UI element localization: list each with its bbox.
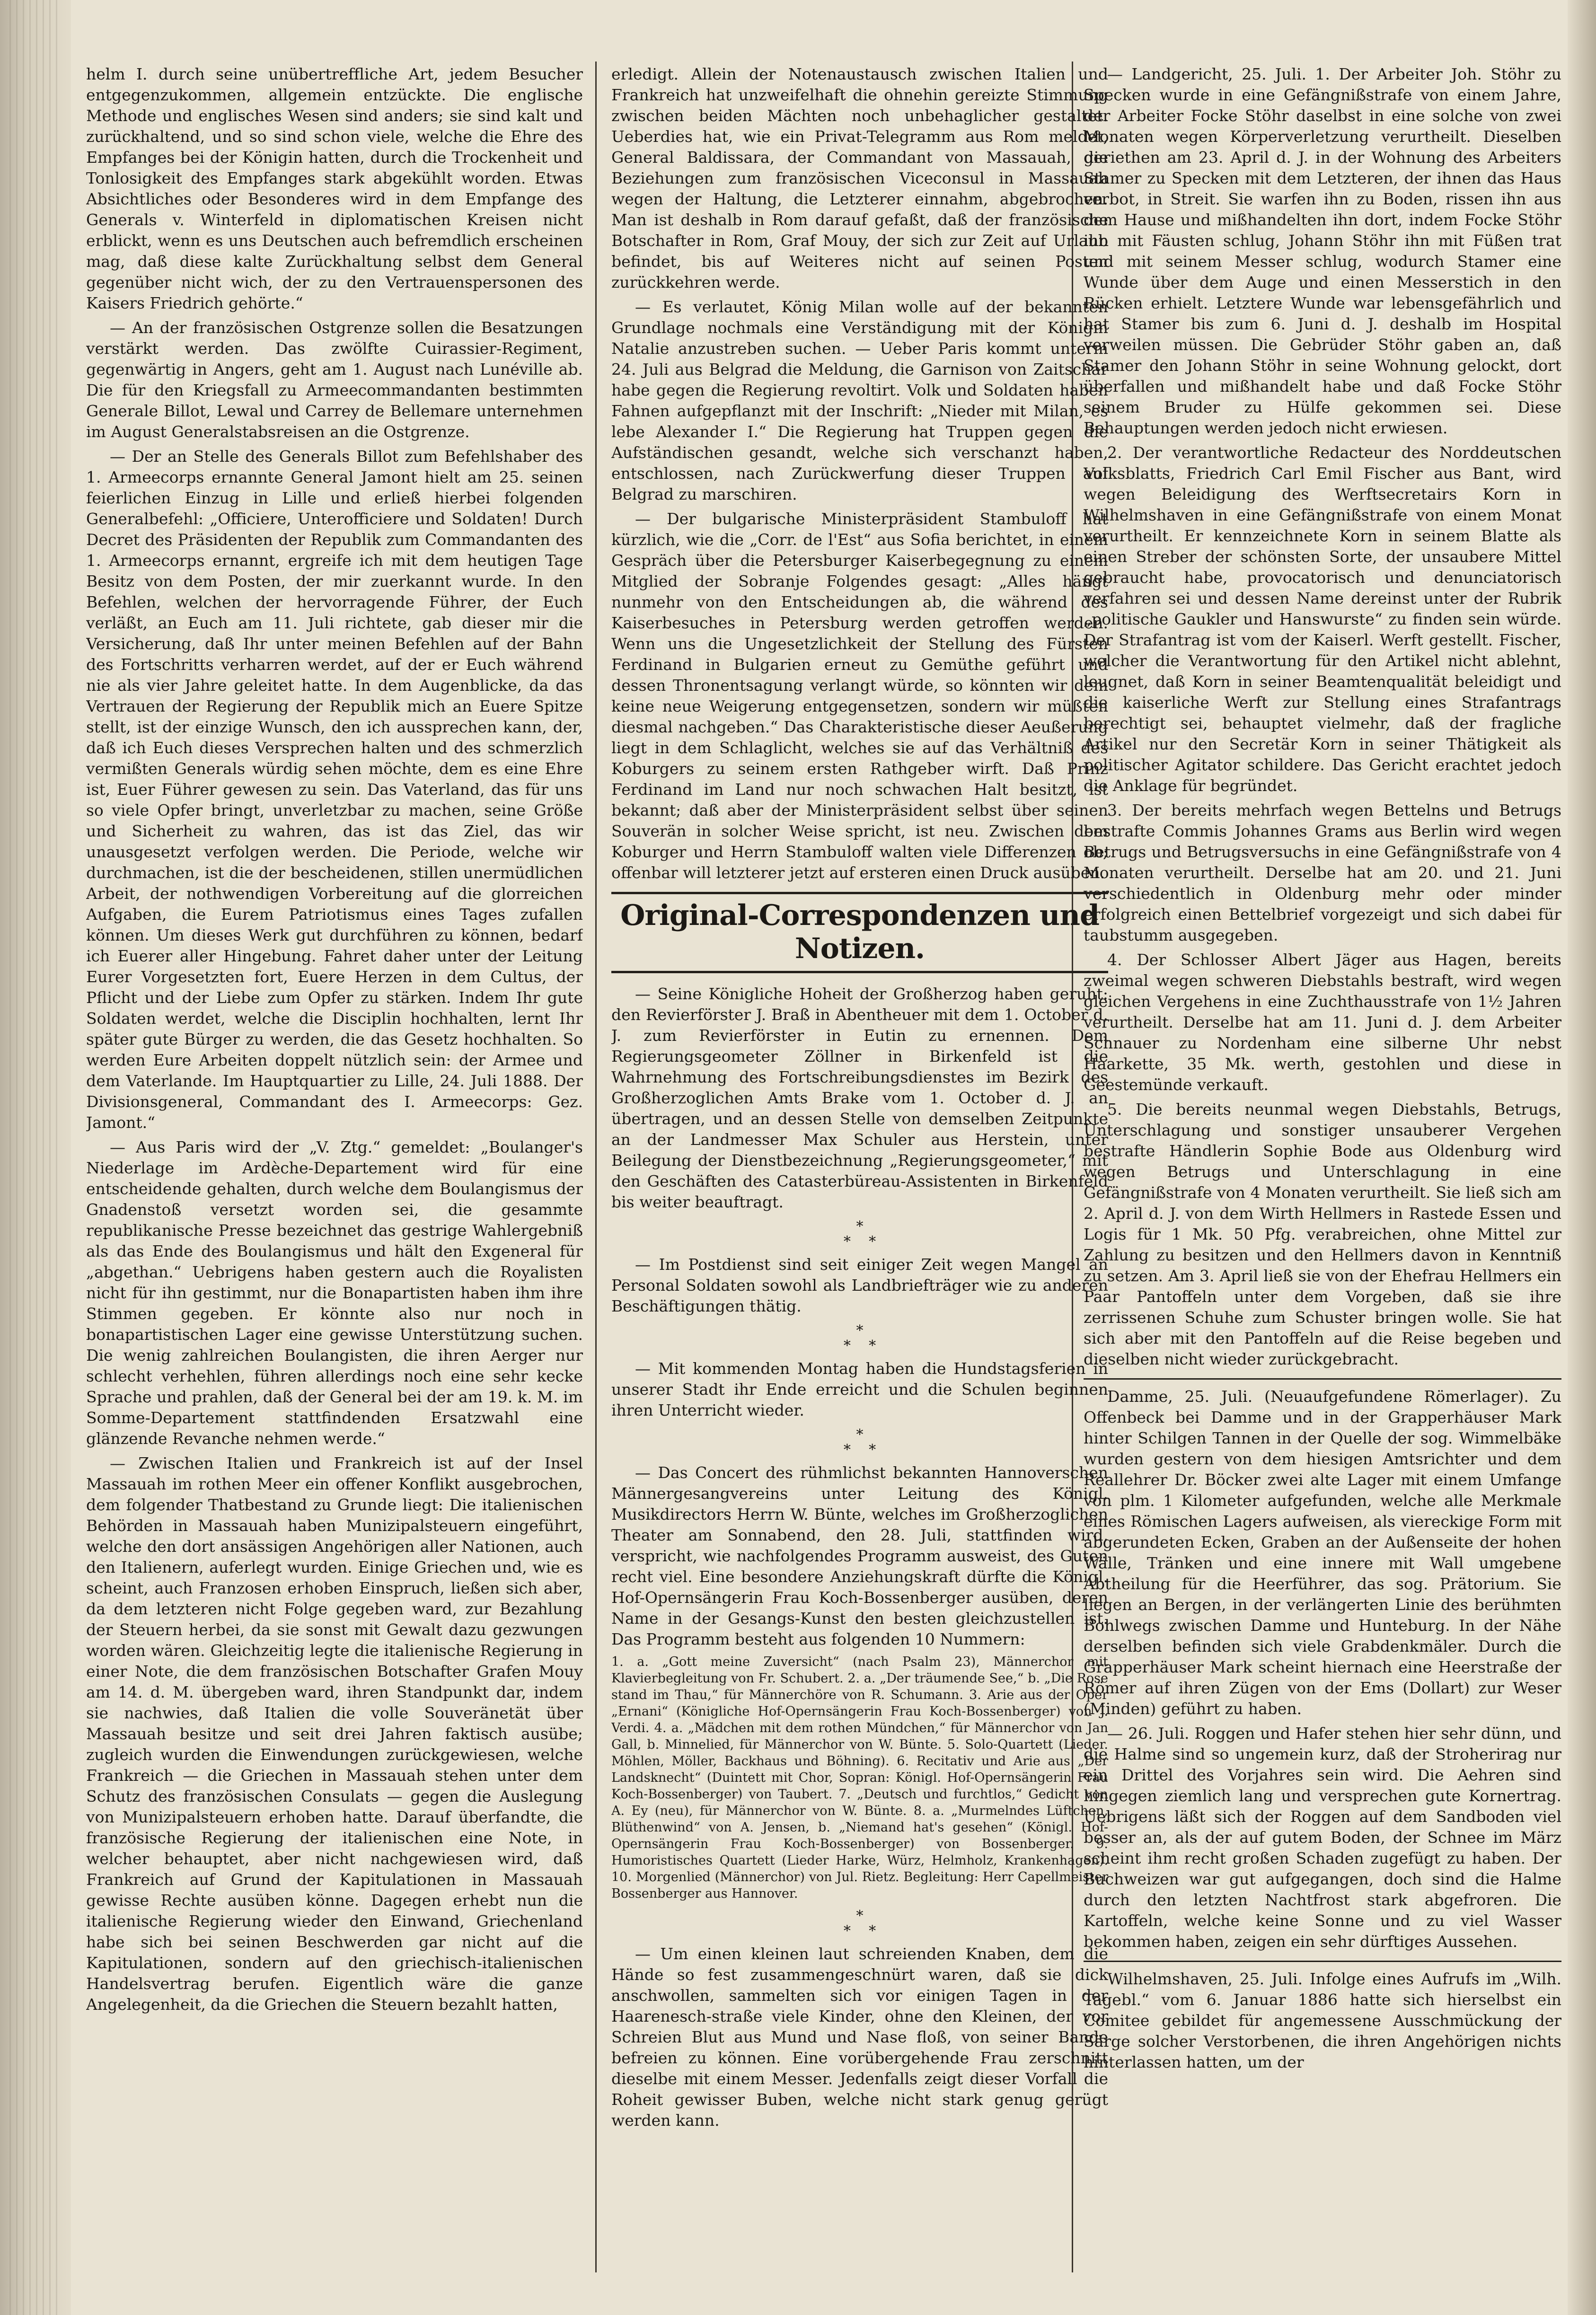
article-divider [1084, 1378, 1561, 1380]
article-paragraph: — Der an Stelle des Generals Billot zum Befehlshaber des 1. Armeecorps ernannte General Jamont hielt am 25. seinen feierlichen Einzug in Lille und erließ hierbei folgenden Generalbefehl: „Officiere, Unterofficiere und Soldaten! Durch Decret des Präsidenten der Republik zum Commandanten des 1. Armeecorps ernannt, ergreife ich mit dem heutigen Tage Besitz von dem Posten, der mir zuerkannt wurde. In den Befehlen, welchen der hervorragende Führer, der Euch verläßt, an Euch am 11. Juli richtete, gab dieser mir die Versicherung, daß Ihr unter meinen Befehlen auf der Bahn des Fortschritts verharren werdet, auf der er Euch während nie als vier Jahre geleitet hatte. In dem Augenblicke, da das Vertrauen der Regierung der Republik mich an Euere Spitze stellt, ist der einzige Wunsch, den ich aussprechen kann, der, daß ich Euch dieses Versprechen halten und des schmerzlich vermißten Generals würdig sehen möchte, dem es eine Ehre ist, Euer Führer gewesen zu sein. Das Vaterland, das für uns so viele Opfer bringt, unverletzbar zu machen, seine Größe und Sicherheit zu wahren, das ist das Ziel, das wir unausgesetzt verfolgen werden. Die Periode, welche wir durchmachen, ist die der bescheidenen, stillen unermüdlichen Arbeit, der nothwendigen Vorbereitung auf die glorreichen Aufgaben, die Eurem Patriotismus eines Tages zufallen können. Um dieses Werk gut durchführen zu können, bedarf ich Euerer aller Hingebung. Fahret daher unter der Leitung Eurer Vorgesetzten fort, Euere Herzen in dem Cultus, der Pflicht und der Liebe zum Opfer zu stärken. Indem Ihr gute Soldaten werdet, welche die Disciplin hochhalten, lernt Ihr später gute Bürger zu werden, die das Gesetz hochhalten. So werden Eure Arbeiten doppelt nützlich sein: der Armee und dem Vaterlande. Im Hauptquartier zu Lille, 24. Juli 1888. Der Divisionsgeneral, Commandant des I. Armeecorps: Gez. Jamont.“ [86, 447, 583, 1132]
column-3 [1084, 64, 1561, 2277]
article-paragraph: — Der bulgarische Ministerpräsident Stambuloff hat kürzlich, wie die „Corr. de l'Est“ aus Sofia berichtet, in einem Gespräch über die Petersburger Kaiserbegegnung zu einem Mitglied der Sobranje Folgendes gesagt: „Alles hängt nunmehr von den Entscheidungen ab, die während des Kaiserbesuches in Petersburg werden getroffen werden. Wenn uns die Ungesetzlichkeit der Stellung des Fürsten Ferdinand in Bulgarien erneut zu Gemüthe geführt und dessen Thronentsagung verlangt würde, so könnten wir dem keine neue Weigerung entgegensetzen, sondern wir müßten diesmal nachgeben.“ Das Charakteristische dieser Aeußerung liegt in dem Schlaglicht, welches sie auf das Verhältniß des Koburgers zu seinem ersten Rathgeber wirft. Daß Prinz Ferdinand im Land nur noch schwachen Halt besitzt, ist bekannt; daß aber der Ministerpräsident selbst über seinen Souverän in solcher Weise spricht, ist neu. Zwischen dem Koburger und Herrn Stambuloff walten viele Differenzen ob; offenbar will letzterer jetzt auf ersteren einen Druck ausüben. [611, 510, 1108, 882]
section-heading: Original-Correspondenzen und Notizen. [620, 899, 1099, 965]
article-paragraph: helm I. durch seine unübertreffliche Art, jedem Besucher entgegenzukommen, allgemein entzückte. Die englische Methode und englisches Wesen sind anders; sie sind kalt und zurückhaltend, und so sind schon viele, welche die Ehre des Empfanges bei der Königin hatten, durch die Trockenheit und Tonlosigkeit des Empfanges stark abgekühlt worden. Etwas Absichtliches oder Besonderes wird in dem Empfange des Generals v. Winterfeld in diplomatischen Kreisen nicht erblickt, wenn es uns Deutschen auch befremdlich erscheinen mag, daß diese kalte Zurückhaltung selbst dem General gegenüber nicht wich, der zu den Vertrauenspersonen des Kaisers Friedrich gehörte.“ [86, 65, 583, 312]
article-paragraph: — Es verlautet, König Milan wolle auf der bekannten Grundlage nochmals eine Verständigung mit der Königin Natalie anzustreben suchen. — Ueber Paris kommt unterm 24. Juli aus Belgrad die Meldung, die Garnison von Zaitschar habe gegen die Regierung revoltirt. Volk und Soldaten haben Fahnen aufgepflanzt mit der Inschrift: „Nieder mit Milan, es lebe Alexander I.“ Die Regierung hat Truppen gegen die Aufständischen gesandt, welche sich verschanzt haben, entschlossen, nach Zurückwerfung dieser Truppen auf Belgrad zu marschiren. [611, 298, 1108, 503]
asterism-separator: * * * [843, 1218, 876, 1250]
article-paragraph: 4. Der Schlosser Albert Jäger aus Hagen, bereits zweimal wegen schweren Diebstahls bestraft, wird wegen gleichen Vergehens in eine Zuchthausstrafe von 1½ Jahren verurtheilt. Derselbe hat am 11. Juni d. J. dem Arbeiter Schnauer zu Nordenham eine silberne Uhr nebst Haarkette, 35 Mk. werth, gestohlen und diese in Geestemünde verkauft. [1084, 951, 1561, 1094]
section-heading-box [611, 892, 1108, 973]
article-paragraph: Damme, 25. Juli. (Neuaufgefundene Römerlager). Zu Offenbeck bei Damme und in der Grapperhäuser Mark hinter Schilgen Tannen in der Quelle der sog. Wimmelbäke wurden gestern von dem hiesigen Amtsrichter und dem Reallehrer Dr. Böcker zwei alte Lager mit einem Umfange von plm. 1 Kilometer aufgefunden, welche alle Merkmale eines Römischen Lagers aufweisen, als viereckige Form mit abgerundeten Ecken, Graben an der Außenseite der hohen Wälle, Tränken und eine innere mit Wall umgebene Abtheilung für die Heerführer, das sog. Prätorium. Sie liegen an Bergen, in der verlängerten Linie des berühmten Bohlwegs zwischen Damme und Hunteburg. In der Nähe derselben befinden sich viele Grabdenkmäler. Durch die Grapperhäuser Mark scheint hiernach eine Heerstraße der Römer auf ihren Zügen von der Ems (Dollart) zur Weser (Minden) geführt zu haben. [1084, 1387, 1561, 1718]
article-paragraph: 5. Die bereits neunmal wegen Diebstahls, Betrugs, Unterschlagung und sonstiger unsauberer Vergehen bestrafte Händlerin Sophie Bode aus Oldenburg wird wegen Betrugs und Unterschlagung in eine Gefängnißstrafe von 4 Monaten verurtheilt. Sie ließ sich am 2. April d. J. von dem Wirth Hellmers in Rastede Essen und Logis für 1 Mk. 50 Pfg. verabreichen, ohne Mittel zur Zahlung zu besitzen und den Hellmers davon in Kenntniß zu setzen. Am 3. April ließ sie von der Ehefrau Hellmers ein Paar Pantoffeln unter dem Vorgeben, daß sie ihre zerrissenen Schuhe zum Schuster bringen wolle. Sie hat sich aber mit den Pantoffeln auf die Reise begeben und dieselben nicht wieder zurückgebracht. [1084, 1100, 1561, 1368]
article-paragraph: — Seine Königliche Hoheit der Großherzog haben geruht: den Revierförster J. Braß in Abentheuer mit dem 1. October d. J. zum Revierförster in Eutin zu ernennen. Dem Regierungsgeometer Zöllner in Birkenfeld ist die Wahrnehmung des Fortschreibungsdienstes im Bezirk des Großherzoglichen Amts Brake vom 1. October d. J. an übertragen, und an dessen Stelle von demselben Zeitpunkte an der Landmesser Max Schuler aus Herstein, unter Beilegung der Dienstbezeichnung „Regierungsgeometer,“ mit den Geschäften des Catasterbüreau-Assistenten in Birkenfeld bis weiter beauftragt. [611, 985, 1108, 1211]
article-paragraph: — 26. Juli. Roggen und Hafer stehen hier sehr dünn, und die Halme sind so ungemein kurz, daß der Stroherirag nur ein Drittel des Vorjahres sein wird. Die Aehren sind hingegen ziemlich lang und versprechen gute Kornertrag. Uebrigens läßt sich der Roggen auf dem Sandboden viel besser an, als der auf gutem Boden, der Schnee im März scheint ihm recht großen Schaden zugefügt zu haben. Der Buchweizen war gut aufgegangen, doch sind die Halme durch den letzten Nachtfrost stark abgefroren. Die Kartoffeln, welche keine Sonne und zu viel Wasser bekommen haben, zeigen ein sehr dürftiges Aussehen. [1084, 1724, 1561, 1951]
asterism-separator: * * * [843, 1426, 876, 1458]
article-paragraph: — Zwischen Italien und Frankreich ist auf der Insel Massauah im rothen Meer ein offener Konflikt ausgebrochen, dem folgender Thatbestand zu Grunde liegt: Die italienischen Behörden in Massauah haben Munizipalsteuern eingeführt, welche den dort ansässigen Angehörigen aller Nationen, auch den Italienern, auferlegt wurden. Einige Griechen und, wie es scheint, auch Franzosen erhoben Einspruch, ließen sich aber, da dem letzteren nicht Folge gegeben ward, zur Bezahlung der Steuern herbei, da sie sonst mit Gewalt dazu gezwungen worden wären. Gleichzeitig legte die italienische Regierung in einer Note, die dem französischen Botschafter Grafen Mouy am 14. d. M. übergeben ward, ihren Standpunkt dar, indem sie nachwies, daß Italien die volle Souveränetät über Massauah besitze und seit drei Jahren faktisch ausübe; zugleich wurden die Einwendungen zurückgewiesen, welche Frankreich — die Griechen in Massauah stehen unter dem Schutz des französischen Consulats — gegen die Auslegung von Munizipalsteuern erhoben hatte. Darauf überfandte, die französische Regierung der italienischen eine Note, in welcher behauptet, aber nicht nachgewiesen wird, daß Frankreich auf Grund der Kapitulationen in Massauah gewisse Rechte ausüben könne. Dagegen erhebt nun die italienische Regierung wieder den Einwand, Griechenland habe sich bei seinen Beschwerden gar nicht auf die Kapitulationen, sondern auf den griechisch-italienischen Handelsvertrag berufen. Eigentlich wäre die ganze Angelegenheit, da die Griechen die Steuern bezahlt hatten, [86, 1454, 583, 2014]
article-paragraph: 3. Der bereits mehrfach wegen Bettelns und Betrugs bestrafte Commis Johannes Grams aus Berlin wird wegen Betrugs und Betrugsversuchs in eine Gefängnißstrafe von 4 Monaten verurtheilt. Derselbe hat am 20. und 21. Juni verschiedentlich in Oldenburg mehr oder minder erfolgreich einen Bettelbrief vorgezeigt und sich dabei für taubstumm ausgegeben. [1084, 801, 1561, 944]
page-right-edge [1568, 0, 1596, 2315]
article-paragraph: — Mit kommenden Montag haben die Hundstagsferien in unserer Stadt ihr Ende erreicht und die Schulen beginnen ihren Unterricht wieder. [611, 1359, 1108, 1419]
article-paragraph: — Aus Paris wird der „V. Ztg.“ gemeldet: „Boulanger's Niederlage im Ardèche-Departement wird für eine entscheidende gehalten, durch welche dem Boulangismus der Gnadenstoß versetzt worden sei, die gesammte republikanische Presse bezeichnet das gestrige Wahlergebniß als das Ende des Boulangismus und hält den Exgeneral für „abgethan.“ Uebrigens haben gestern auch die Royalisten nicht für ihn gestimmt, nur die Bonapartisten haben ihm ihre Stimmen gegeben. Er könnte also nur noch in bonapartistischen Lager eine gewisse Unterstützung suchen. Die wenig zahlreichen Boulangisten, die ihren Aerger nur schlecht verhehlen, führen allerdings noch eine sehr keckе Sprache und prahlen, daß der General bei der am 19. k. M. im Somme-Departement stattfindenden Ersatzwahl eine glänzende Revanche nehmen werde.“ [86, 1138, 583, 1448]
article-paragraph: — Im Postdienst sind seit einiger Zeit wegen Mangel an Personal Soldaten sowohl als Landbriefträger wie zu anderen Beschäftigungen thätig. [611, 1255, 1108, 1315]
asterism-separator: * * * [843, 1908, 876, 1939]
concert-program: 1. a. „Gott meine Zuversicht“ (nach Psalm 23), Männerchor mit Klavierbegleitung von Fr. Schubert. 2. a. „Der träumende See,“ b. „Die Rose stand im Thau,“ für Männerchöre von R. Schumann. 3. Arie aus der Oper „Ernani“ (Königliche Hof-Opernsängerin Frau Koch-Bossenberger) von J. Verdi. 4. a. „Mädchen mit dem rothen Mündchen,“ für Männerchor von Jan Gall, b. Minnelied, für Männerchor von W. Bünte. 5. Solo-Quartett (Lieder. Möhlen, Möller, Backhaus und Böhning). 6. Recitativ und Arie aus „Der Landsknecht“ (Duintett mit Chor, Sopran: Königl. Hof-Opernsängerin Frau Koch-Bossenberger) von Taubert. 7. „Deutsch und furchtlos,“ Gedicht von A. Ey (neu), für Männerchor von W. Bünte. 8. a. „Murmelndes Lüftchen, Blüthenwind“ von A. Jensen, b. „Niemand hat's gesehen“ (Königl. Hof-Opernsängerin Frau Koch-Bossenberger) von Bossenberger. 9. Humoristisches Quartett (Lieder Harke, Würz, Helmholz, Krankenhagen). 10. Morgenlied (Männerchor) von Jul. Rietz. Begleitung: Herr Capellmeister Bossenberger aus Hannover. [611, 1655, 1108, 1901]
article-paragraph: — Um einen kleinen laut schreienden Knaben, dem die Hände so fest zusammengeschnürt waren, daß sie dick anschwollen, sammelten sich vor einigen Tagen in der Haarenesch-straße viele Kinder, ohne den Kleinen, der vor Schreien Blut aus Mund und Nase floß, von seiner Bande befreien zu können. Eine vorübergehende Frau zerschnitt dieselbe mit einem Messer. Jedenfalls zeigt dieser Vorfall die Roheit gewisser Buben, welche nicht stark genug gerügt werden kann. [611, 1945, 1108, 2130]
article-paragraph: — Das Concert des rühmlichst bekannten Hannoverschen Männergesangvereins unter Leitung des Königl. Musikdirectors Herrn W. Bünte, welches im Großherzoglichen Theater am Sonnabend, den 28. Juli, stattfinden wird, verspricht, wie nachfolgendes Programm ausweist, des Guten recht viel. Eine besondere Anziehungskraft dürfte die Königl. Hof-Opernsängerin Frau Koch-Bossenberger ausüben, deren Name in der Gesangs-Kunst den besten gleichzustellen ist. Das Programm besteht aus folgenden 10 Nummern: [611, 1463, 1108, 1648]
article-paragraph: Wilhelmshaven, 25. Juli. Infolge eines Aufrufs im „Wilh. Tagebl.“ vom 6. Januar 1886 hatte sich hierselbst ein Comitee gebildet für angemessene Ausschmückung der Särge solcher Verstorbenen, die ihren Angehörigen nichts hinterlassen hatten, um der [1084, 1970, 1561, 2071]
article-paragraph: — An der französischen Ostgrenze sollen die Besatzungen verstärkt werden. Das zwölfte Cuirassier-Regiment, gegenwärtig in Angers, geht am 1. August nach Lunéville ab. Die für den Kriegsfall zu Armeecommandanten bestimmten Generale Billot, Lewal und Carrey de Bellemare unternehmen im August Generalstabsreisen an die Ostgrenze. [86, 318, 583, 441]
column-2 [611, 64, 1108, 2277]
asterism-separator: * * * [843, 1322, 876, 1354]
article-divider [1084, 1961, 1561, 1962]
article-paragraph: erledigt. Allein der Notenaustausch zwischen Italien und Frankreich hat unzweifelhaft die ohnehin gereizte Stimmung zwischen beiden Mächten noch unbehaglicher gestaltet. Ueberdies hat, wie ein Privat-Telegramm aus Rom meldet, General Baldissara, der Commandant von Massauah, die Beziehungen zum französischen Viceconsul in Massauah wegen der Haltung, die Letzterer einnahm, abgebrochen. Man ist deshalb in Rom darauf gefaßt, daß der französische Botschafter in Rom, Graf Mouy, der sich zur Zeit auf Urlaub befindet, bis auf Weiteres nicht auf seinen Posten zurückkehren werde. [611, 65, 1108, 291]
column-rule-1 [595, 62, 597, 2272]
column-1 [86, 64, 583, 2277]
article-paragraph: 2. Der verantwortliche Redacteur des Norddeutschen Volksblatts, Friedrich Carl Emil Fischer aus Bant, wird wegen Beleidigung des Werftsecretairs Korn in Wilhelmshaven in eine Gefängnißstrafe von einem Monat verurtheilt. Er kennzeichnete Korn in seinem Blatte als einen Streber der schönsten Sorte, der unsaubere Mittel gebraucht habe, provocatorisch und denunciatorisch verfahren sei und dessen Name dereinst unter der Rubrik „politische Gaukler und Hanswurste“ zu finden sein würde. Der Strafantrag ist vom der Kaiserl. Werft gestellt. Fischer, welcher die Verantwortung für den Artikel nicht ablehnt, leugnet, daß Korn in seiner Beamtenqualität beleidigt und die kaiserliche Werft zur Stellung eines Strafantrags berechtigt sei, behauptet vielmehr, daß der fragliche Artikel nur den Secretär Korn in seiner Thätigkeit als politischer Agitator schildere. Das Gericht erachtet jedoch die Anklage für begründet. [1084, 443, 1561, 795]
page-binding-edge [0, 0, 71, 2315]
article-paragraph: — Landgericht, 25. Juli. 1. Der Arbeiter Joh. Stöhr zu Specken wurde in eine Gefängnißstrafe von einem Jahre, der Arbeiter Focke Stöhr daselbst in eine solche von zwei Monaten wegen Körperverletzung verurtheilt. Dieselben geriethen am 23. April d. J. in der Wohnung des Arbeiters Stamer zu Specken mit dem Letzteren, der ihnen das Haus verbot, in Streit. Sie warfen ihn zu Boden, rissen ihn aus dem Hause und mißhandelten ihn dort, indem Focke Stöhr ihn mit Fäusten schlug, Johann Stöhr ihn mit Füßen trat und mit seinem Messer schlug, wodurch Stamer eine Wunde über dem Auge und einen Messerstich in den Rücken erhielt. Letztere Wunde war lebensgefährlich und hat Stamer bis zum 6. Juni d. J. deshalb im Hospital verweilen müssen. Die Gebrüder Stöhr gaben an, daß Stamer den Johann Stöhr in seine Wohnung gelockt, dort überfallen und mißhandelt habe und daß Focke Stöhr seinem Bruder zu Hülfe gekommen sei. Diese Behauptungen werden jedoch nicht erwiesen. [1084, 65, 1561, 437]
